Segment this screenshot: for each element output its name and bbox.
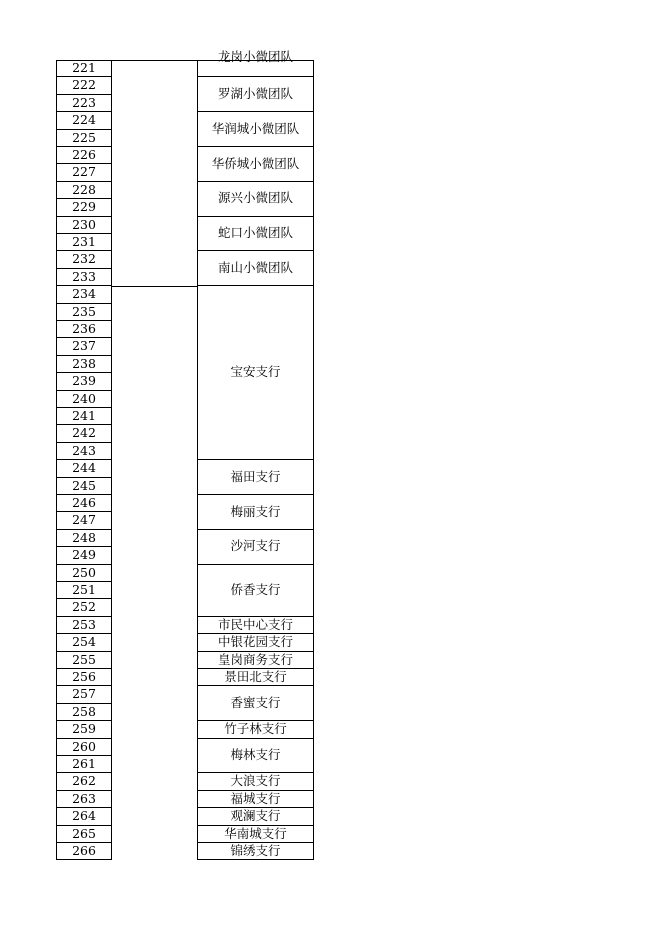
row-number-cell[interactable]: 242 — [56, 425, 112, 442]
branch-name-label: 大浪支行 — [230, 773, 281, 789]
row-number-cell[interactable]: 236 — [56, 321, 112, 338]
branch-name-cell[interactable] — [198, 721, 314, 738]
branch-name-label: 香蜜支行 — [230, 695, 281, 711]
row-number-cell[interactable]: 239 — [56, 373, 112, 390]
row-number-cell[interactable]: 250 — [56, 565, 112, 582]
row-number-cell[interactable]: 258 — [56, 704, 112, 721]
branch-name-label: 源兴小微团队 — [217, 190, 293, 206]
merged-empty-cell[interactable] — [112, 60, 198, 286]
branch-name-cell[interactable] — [198, 530, 314, 565]
row-number-cell[interactable]: 231 — [56, 234, 112, 251]
branch-name-label: 华南城支行 — [224, 825, 287, 841]
row-number-cell[interactable]: 263 — [56, 791, 112, 808]
branch-name-cell[interactable] — [198, 495, 314, 530]
branch-name-cell[interactable] — [198, 182, 314, 217]
row-number-cell[interactable]: 222 — [56, 77, 112, 94]
branch-name-label: 沙河支行 — [230, 538, 281, 554]
branch-name-cell[interactable] — [198, 77, 314, 112]
branch-name-cell[interactable] — [198, 808, 314, 825]
branch-name-cell[interactable] — [198, 826, 314, 843]
row-number-cell[interactable]: 224 — [56, 112, 112, 129]
branch-name-label: 华润城小微团队 — [211, 120, 300, 136]
row-number-cell[interactable]: 251 — [56, 582, 112, 599]
row-number-cell[interactable]: 240 — [56, 391, 112, 408]
row-number-cell[interactable]: 262 — [56, 773, 112, 790]
row-number-cell[interactable]: 227 — [56, 164, 112, 181]
row-number-cell[interactable]: 225 — [56, 130, 112, 147]
row-number-cell[interactable]: 245 — [56, 478, 112, 495]
branch-name-cell[interactable] — [198, 791, 314, 808]
row-number-cell[interactable]: 241 — [56, 408, 112, 425]
row-number-cell[interactable]: 237 — [56, 338, 112, 355]
row-number-cell[interactable]: 235 — [56, 304, 112, 321]
branch-name-cell[interactable] — [198, 652, 314, 669]
branch-name-label: 梅丽支行 — [230, 503, 281, 519]
row-number-cell[interactable]: 254 — [56, 634, 112, 651]
branch-name-label: 福田支行 — [230, 468, 281, 484]
branch-name-cell[interactable] — [198, 739, 314, 774]
branch-name-cell[interactable] — [198, 634, 314, 651]
branch-name-label: 罗湖小微团队 — [217, 86, 293, 102]
branch-name-label: 宝安支行 — [230, 364, 281, 380]
branch-name-label: 侨香支行 — [230, 581, 281, 597]
branch-name-cell[interactable] — [198, 565, 314, 617]
row-number-cell[interactable]: 230 — [56, 217, 112, 234]
row-number-cell[interactable]: 244 — [56, 460, 112, 477]
branch-name-cell[interactable] — [198, 217, 314, 252]
row-number-cell[interactable]: 232 — [56, 251, 112, 268]
spreadsheet-region — [56, 49, 314, 861]
branch-name-cell[interactable] — [198, 843, 314, 860]
branch-name-label: 福城支行 — [230, 790, 281, 806]
row-number-cell[interactable]: 234 — [56, 286, 112, 303]
merged-empty-cell[interactable] — [112, 286, 198, 860]
row-number-cell[interactable]: 247 — [56, 512, 112, 529]
row-number-cell[interactable]: 253 — [56, 617, 112, 634]
branch-name-cell[interactable] — [198, 669, 314, 686]
row-number-cell[interactable]: 265 — [56, 826, 112, 843]
row-number-cell[interactable]: 246 — [56, 495, 112, 512]
branch-name-cell[interactable] — [198, 112, 314, 147]
row-number-cell[interactable]: 248 — [56, 530, 112, 547]
branch-name-cell[interactable] — [198, 286, 314, 460]
row-number-cell[interactable]: 238 — [56, 356, 112, 373]
row-number-cell[interactable]: 249 — [56, 547, 112, 564]
branch-name-label: 华侨城小微团队 — [211, 155, 300, 171]
branch-name-cell[interactable] — [198, 49, 314, 77]
branch-name-label: 竹子林支行 — [224, 721, 287, 737]
branch-name-cell[interactable] — [198, 617, 314, 634]
branch-name-label: 中银花园支行 — [217, 634, 293, 650]
branch-name-cell[interactable] — [198, 251, 314, 286]
row-number-cell[interactable]: 266 — [56, 843, 112, 860]
row-number-cell[interactable]: 233 — [56, 269, 112, 286]
branch-name-label: 梅林支行 — [230, 747, 281, 763]
row-number-cell[interactable]: 228 — [56, 182, 112, 199]
row-number-cell[interactable]: 264 — [56, 808, 112, 825]
row-number-cell[interactable]: 259 — [56, 721, 112, 738]
row-number-cell[interactable]: 243 — [56, 443, 112, 460]
branch-name-label: 观澜支行 — [230, 808, 281, 824]
row-number-cell[interactable]: 221 — [56, 60, 112, 77]
row-number-cell[interactable]: 256 — [56, 669, 112, 686]
row-number-cell[interactable]: 260 — [56, 739, 112, 756]
branch-name-cell[interactable] — [198, 773, 314, 790]
branch-name-cell[interactable] — [198, 686, 314, 721]
row-number-cell[interactable]: 252 — [56, 599, 112, 616]
row-number-cell[interactable]: 257 — [56, 686, 112, 703]
row-number-cell[interactable]: 226 — [56, 147, 112, 164]
branch-name-label: 皇岗商务支行 — [217, 651, 293, 667]
row-number-cell[interactable]: 229 — [56, 199, 112, 216]
branch-name-label: 市民中心支行 — [217, 616, 293, 632]
branch-name-cell[interactable] — [198, 460, 314, 495]
branch-name-label: 龙岗小微团队 — [217, 49, 293, 65]
row-number-cell[interactable]: 223 — [56, 95, 112, 112]
branch-name-label: 蛇口小微团队 — [217, 225, 293, 241]
branch-name-label: 南山小微团队 — [217, 260, 293, 276]
row-number-cell[interactable]: 261 — [56, 756, 112, 773]
row-number-cell[interactable]: 255 — [56, 652, 112, 669]
branch-name-cell[interactable] — [198, 147, 314, 182]
branch-name-label: 锦绣支行 — [230, 842, 281, 858]
branch-name-label: 景田北支行 — [224, 668, 287, 684]
